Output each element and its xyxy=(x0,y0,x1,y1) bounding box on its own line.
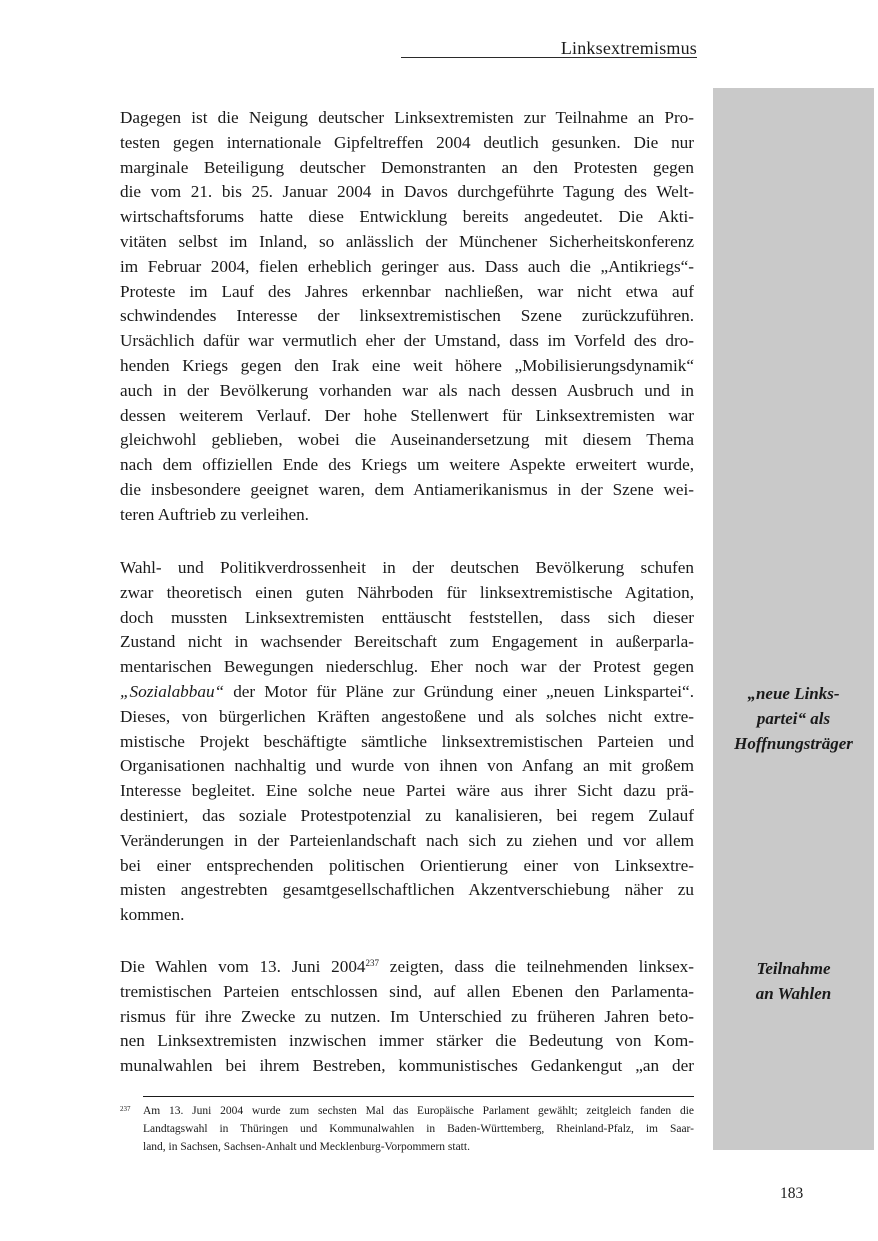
text-line: rismus für ihre Zwecke zu nutzen. Im Unterschied zu früheren Jahren beto- xyxy=(120,1006,694,1026)
text-line: Wahl- und Politikverdrossenheit in der deutschen Bevölkerung schufen xyxy=(120,558,694,577)
text-line: tremistischen Parteien entschlossen sind, auf allen Ebenen den Parlamenta- xyxy=(120,981,694,1001)
text-line: gleichwohl geblieben, wobei die Auseinandersetzung mit diesem Thema xyxy=(120,430,694,450)
footnote-rule xyxy=(143,1096,694,1097)
margin-note-line: an Wahlen xyxy=(755,984,832,1003)
text-line: Organisationen nachhaltig und wurde von ihnen von Anfang an mit großem xyxy=(120,756,694,776)
text-line: mentarischen Bewegungen niederschlug. Eher noch war der Protest gegen xyxy=(120,657,694,677)
italic-term: „Sozialabbau“ xyxy=(120,681,225,701)
text-line: nach dem offiziellen Ende des Kriegs um weitere Aspekte erweitert wurde, xyxy=(120,455,694,475)
margin-note-line: Teilnahme xyxy=(756,959,831,978)
text-line: die insbesondere geeignet waren, dem Antiamerikanismus in der Szene wei- xyxy=(120,479,694,499)
text-line: auch in der Bevölkerung vorhanden war als nach dessen Ausbruch und in xyxy=(120,380,694,400)
text-fragment: Die Wahlen vom 13. Juni 2004 xyxy=(120,957,366,976)
margin-note-teilnahme-wahlen xyxy=(713,956,874,1006)
text-line: misten angestrebten gesamtgesellschaftlichen Akzentverschiebung näher zu xyxy=(120,880,694,900)
footnote-237 xyxy=(120,1102,694,1156)
text-line: im Februar 2004, fielen erheblich geringer aus. Dass auch die „Antikriegs“- xyxy=(120,256,694,276)
text-line: die vom 21. bis 25. Januar 2004 in Davos durchgeführte Tagung des Welt- xyxy=(120,182,694,202)
text-line: bei einer entsprechenden politischen Orientierung einer von Linksextre- xyxy=(120,855,694,875)
text-line: zwar theoretisch einen guten Nährboden für linksextremistische Agitation, xyxy=(120,582,694,602)
text-line: dessen weiterem Verlauf. Der hohe Stellenwert für Linksextremisten war xyxy=(120,405,694,425)
margin-note-line: Hoffnungsträger xyxy=(734,734,853,753)
margin-note-neue-linkspartei xyxy=(713,681,874,756)
text-line: munalwahlen bei ihrem Bestreben, kommunistisches Gedankengut „an der xyxy=(120,1056,694,1076)
text-line: Interesse begleitet. Eine solche neue Partei wäre aus ihrer Sicht dazu prä- xyxy=(120,781,694,801)
text-line: marginale Beteiligung deutscher Demonstranten an den Protesten gegen xyxy=(120,157,694,177)
text-line: schwindendes Interesse der linksextremistischen Szene zurückzuführen. xyxy=(120,306,694,326)
text-line: nen Linksextremisten inzwischen immer stärker die Bedeutung von Kom- xyxy=(120,1031,694,1051)
text-line: kommen. xyxy=(120,905,185,925)
text-line: Veränderungen in der Parteienlandschaft nach sich zu ziehen und vor allem xyxy=(120,830,694,850)
footnote-line: Am 13. Juni 2004 wurde zum sechsten Mal das Europäische Parlament gewählt; zeitgleich fanden die xyxy=(143,1105,694,1117)
footnote-line: Landtagswahl in Thüringen und Kommunalwahlen in Baden-Württemberg, Rheinland-Pfalz, im Saar- xyxy=(143,1123,694,1135)
text-fragment: der Motor für Pläne zur Gründung einer „neuen Linkspartei“. xyxy=(224,681,694,701)
text-line: vitäten selbst im Inland, so anlässlich der Münchener Sicherheitskonferenz xyxy=(120,231,694,251)
margin-note-line: „neue Links- xyxy=(747,684,840,703)
footnote-mark: 237 xyxy=(120,1105,131,1113)
text-line: henden Kriegs gegen den Irak eine weit höhere „Mobilisierungsdynamik“ xyxy=(120,355,694,375)
text-fragment: zeigten, dass die teilnehmenden linksex- xyxy=(379,957,694,976)
text-line: wirtschaftsforums hatte diese Entwicklung bereits angedeutet. Die Akti- xyxy=(120,207,694,227)
text-line: teren Auftrieb zu verleihen. xyxy=(120,504,309,524)
text-line: destiniert, das soziale Protestpotenzial zu kanalisieren, bei regem Zulauf xyxy=(120,805,694,825)
text-line: Ursächlich dafür war vermutlich eher der Umstand, dass im Vorfeld des dro- xyxy=(120,331,694,351)
paragraph-2 xyxy=(120,556,694,928)
text-line-with-footnote-ref xyxy=(120,955,694,980)
margin-note-line: partei“ als xyxy=(756,709,831,728)
text-line: Dagegen ist die Neigung deutscher Linksextremisten zur Teilnahme an Pro- xyxy=(120,108,694,127)
text-line-sozialabbau xyxy=(120,680,694,705)
page-number: 183 xyxy=(780,1185,804,1202)
footnote-line: land, in Sachsen, Sachsen-Anhalt und Mecklenburg-Vorpommern statt. xyxy=(143,1141,470,1153)
text-line: Dieses, von bürgerlichen Kräften angestoßene und als solches nicht extre- xyxy=(120,706,694,726)
text-line: doch mussten Linksextremisten enttäuscht feststellen, dass sich dieser xyxy=(120,607,694,627)
text-line: Zustand nicht in wachsender Bereitschaft zum Engagement in außerparla- xyxy=(120,632,694,652)
text-line: Proteste im Lauf des Jahres erkennbar nachließen, war nicht etwa auf xyxy=(120,281,694,301)
paragraph-3 xyxy=(120,955,694,1079)
footnote-reference[interactable]: 237 xyxy=(365,958,380,968)
text-line: testen gegen internationale Gipfeltreffen 2004 deutlich gesunken. Die nur xyxy=(120,132,694,152)
text-line: mistische Projekt beschäftigte sämtliche linksextremistischen Parteien und xyxy=(120,731,694,751)
paragraph-1 xyxy=(120,106,694,528)
running-header: Linksextremismus xyxy=(560,38,697,58)
